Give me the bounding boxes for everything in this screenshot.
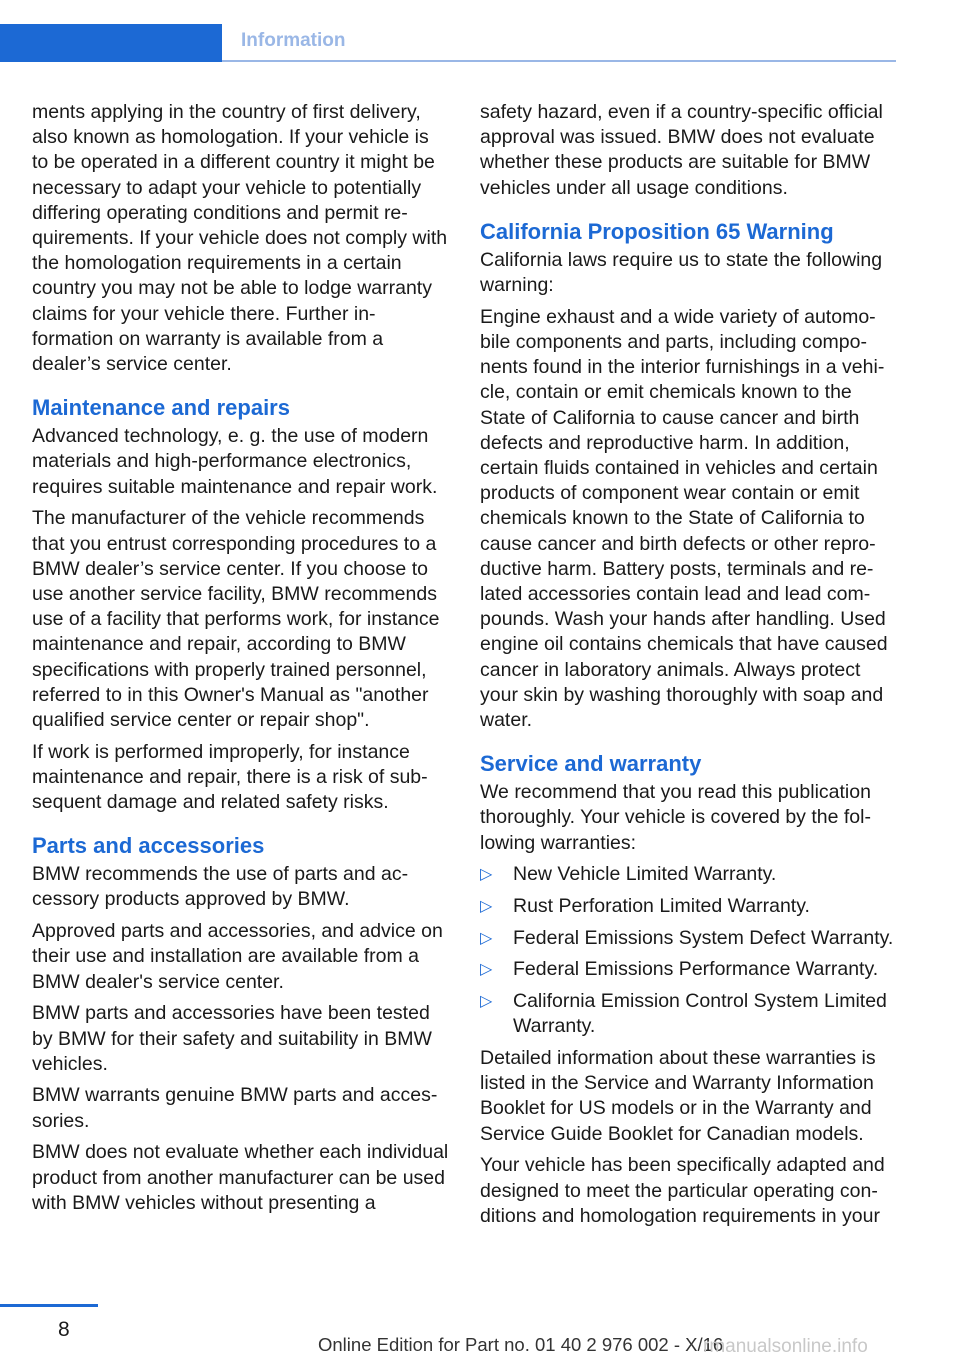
triangle-bullet-icon: ▷ — [480, 961, 493, 979]
paragraph-improper-work: If work is performed improperly, for instance maintenance and repair, there is a risk of subsequent damage and related safety risks. — [32, 740, 428, 814]
left-column — [32, 100, 450, 1222]
list-item: ▷ Federal Emissions Performance Warranty. — [480, 957, 898, 982]
edition-note: Online Edition for Part no. 01 40 2 976 002 - X/16 — [318, 1334, 724, 1355]
paragraph-does-not-evaluate: BMW does not evaluate whether each individual product from another manufacturer can be used with BMW vehicles without presenting a — [32, 1141, 449, 1214]
footer-rule — [0, 1304, 98, 1307]
paragraph-tested: BMW parts and accessories have been tested by BMW for their safety and suitability in BMW vehicles. — [32, 1002, 432, 1075]
paragraph-advanced-tech: Advanced technology, e. g. the use of modern materials and high-performance electronics, requires suitable maintenance and repair work. — [32, 425, 438, 498]
triangle-bullet-icon: ▷ — [480, 993, 493, 1011]
list-item: ▷ Rust Perforation Limited Warranty. — [480, 894, 898, 919]
paragraph-approved-parts: Approved parts and accessories, and advice on their use and installation are available from a BMW dealer's service center. — [32, 920, 443, 993]
right-column — [480, 100, 898, 1235]
paragraph-safety-hazard: safety hazard, even if a country-specific official approval was issued. BMW does not evaluate whether these products are suitable for BMW vehicles under all usage conditions. — [480, 101, 883, 199]
triangle-bullet-icon: ▷ — [480, 897, 493, 915]
header-accent-bar — [0, 24, 222, 62]
paragraph-warrants: BMW warrants genuine BMW parts and accessories. — [32, 1084, 438, 1132]
paragraph-recommends: BMW recommends the use of parts and accessory products approved by BMW. — [32, 863, 409, 911]
paragraph-prop65-warning: Engine exhaust and a wide variety of automobile components and parts, including components found in the interior furnishings in a vehicle, contain or emit chemicals known to the State of California to cause cancer and birth defects and reproductive harm. In addition, certain fluids contained in vehicles and certain products of component wear contain or emit chemicals known to the State of California to cause cancer and birth defects or other reproductive harm. Battery posts, terminals and related accessories contain lead and lead compounds. Wash your hands after handling. Used engine oil contains chemicals that have caused cancer in laboratory animals. Always protect your skin by washing thoroughly with soap and water. — [480, 305, 888, 731]
paragraph-detailed-info: Detailed information about these warranties is listed in the Service and Warranty Information Booklet for US models or in the Warranty and Service Guide Booklet for Canadian models. — [480, 1047, 876, 1145]
heading-maintenance: Maintenance and repairs — [32, 395, 290, 421]
watermark: rmanualsonline.info — [703, 1336, 868, 1357]
header-rule — [222, 60, 896, 62]
heading-service: Service and warranty — [480, 751, 702, 777]
paragraph-recommend-read: We recommend that you read this publication thoroughly. Your vehicle is covered by the following warranties: — [480, 781, 871, 854]
paragraph-manufacturer: The manufacturer of the vehicle recommends that you entrust corresponding procedures to a BMW dealer’s service center. If you choose to use another service facility, BMW recommends use of a facility that performs work, for instance maintenance and repair, according to BMW specifications with properly trained personnel, referred to in this Owner's Manual as "another qualified service center or repair shop". — [32, 507, 440, 731]
list-item: ▷ New Vehicle Limited Warranty. — [480, 862, 898, 887]
list-item: ▷ California Emission Control System Limited Warranty. — [480, 990, 887, 1038]
paragraph-california-laws: California laws require us to state the following warning: — [480, 248, 883, 297]
paragraph-adapted: Your vehicle has been specifically adapted and designed to meet the particular operating conditions and homologation requirements in your — [480, 1154, 885, 1227]
heading-california: California Proposition 65 Warning — [480, 218, 834, 244]
list-item: ▷ Federal Emissions System Defect Warranty. — [480, 926, 898, 951]
triangle-bullet-icon: ▷ — [480, 866, 493, 884]
heading-parts: Parts and accessories — [32, 833, 265, 859]
triangle-bullet-icon: ▷ — [480, 929, 493, 947]
page-number: 8 — [58, 1318, 70, 1341]
section-title: Information — [241, 30, 346, 51]
paragraph-homologation: ments applying in the country of first delivery, also known as homologation. If your vehicle is to be operated in a different country it might be necessary to adapt your vehicle to potentially differing operating conditions and permit requirements. If your vehicle does not comply with the homologation requirements in a certain country you may not be able to lodge warranty claims for your vehicle there. Further information on warranty is available from a dealer’s service center. — [32, 101, 448, 376]
warranty-list — [480, 862, 898, 1039]
